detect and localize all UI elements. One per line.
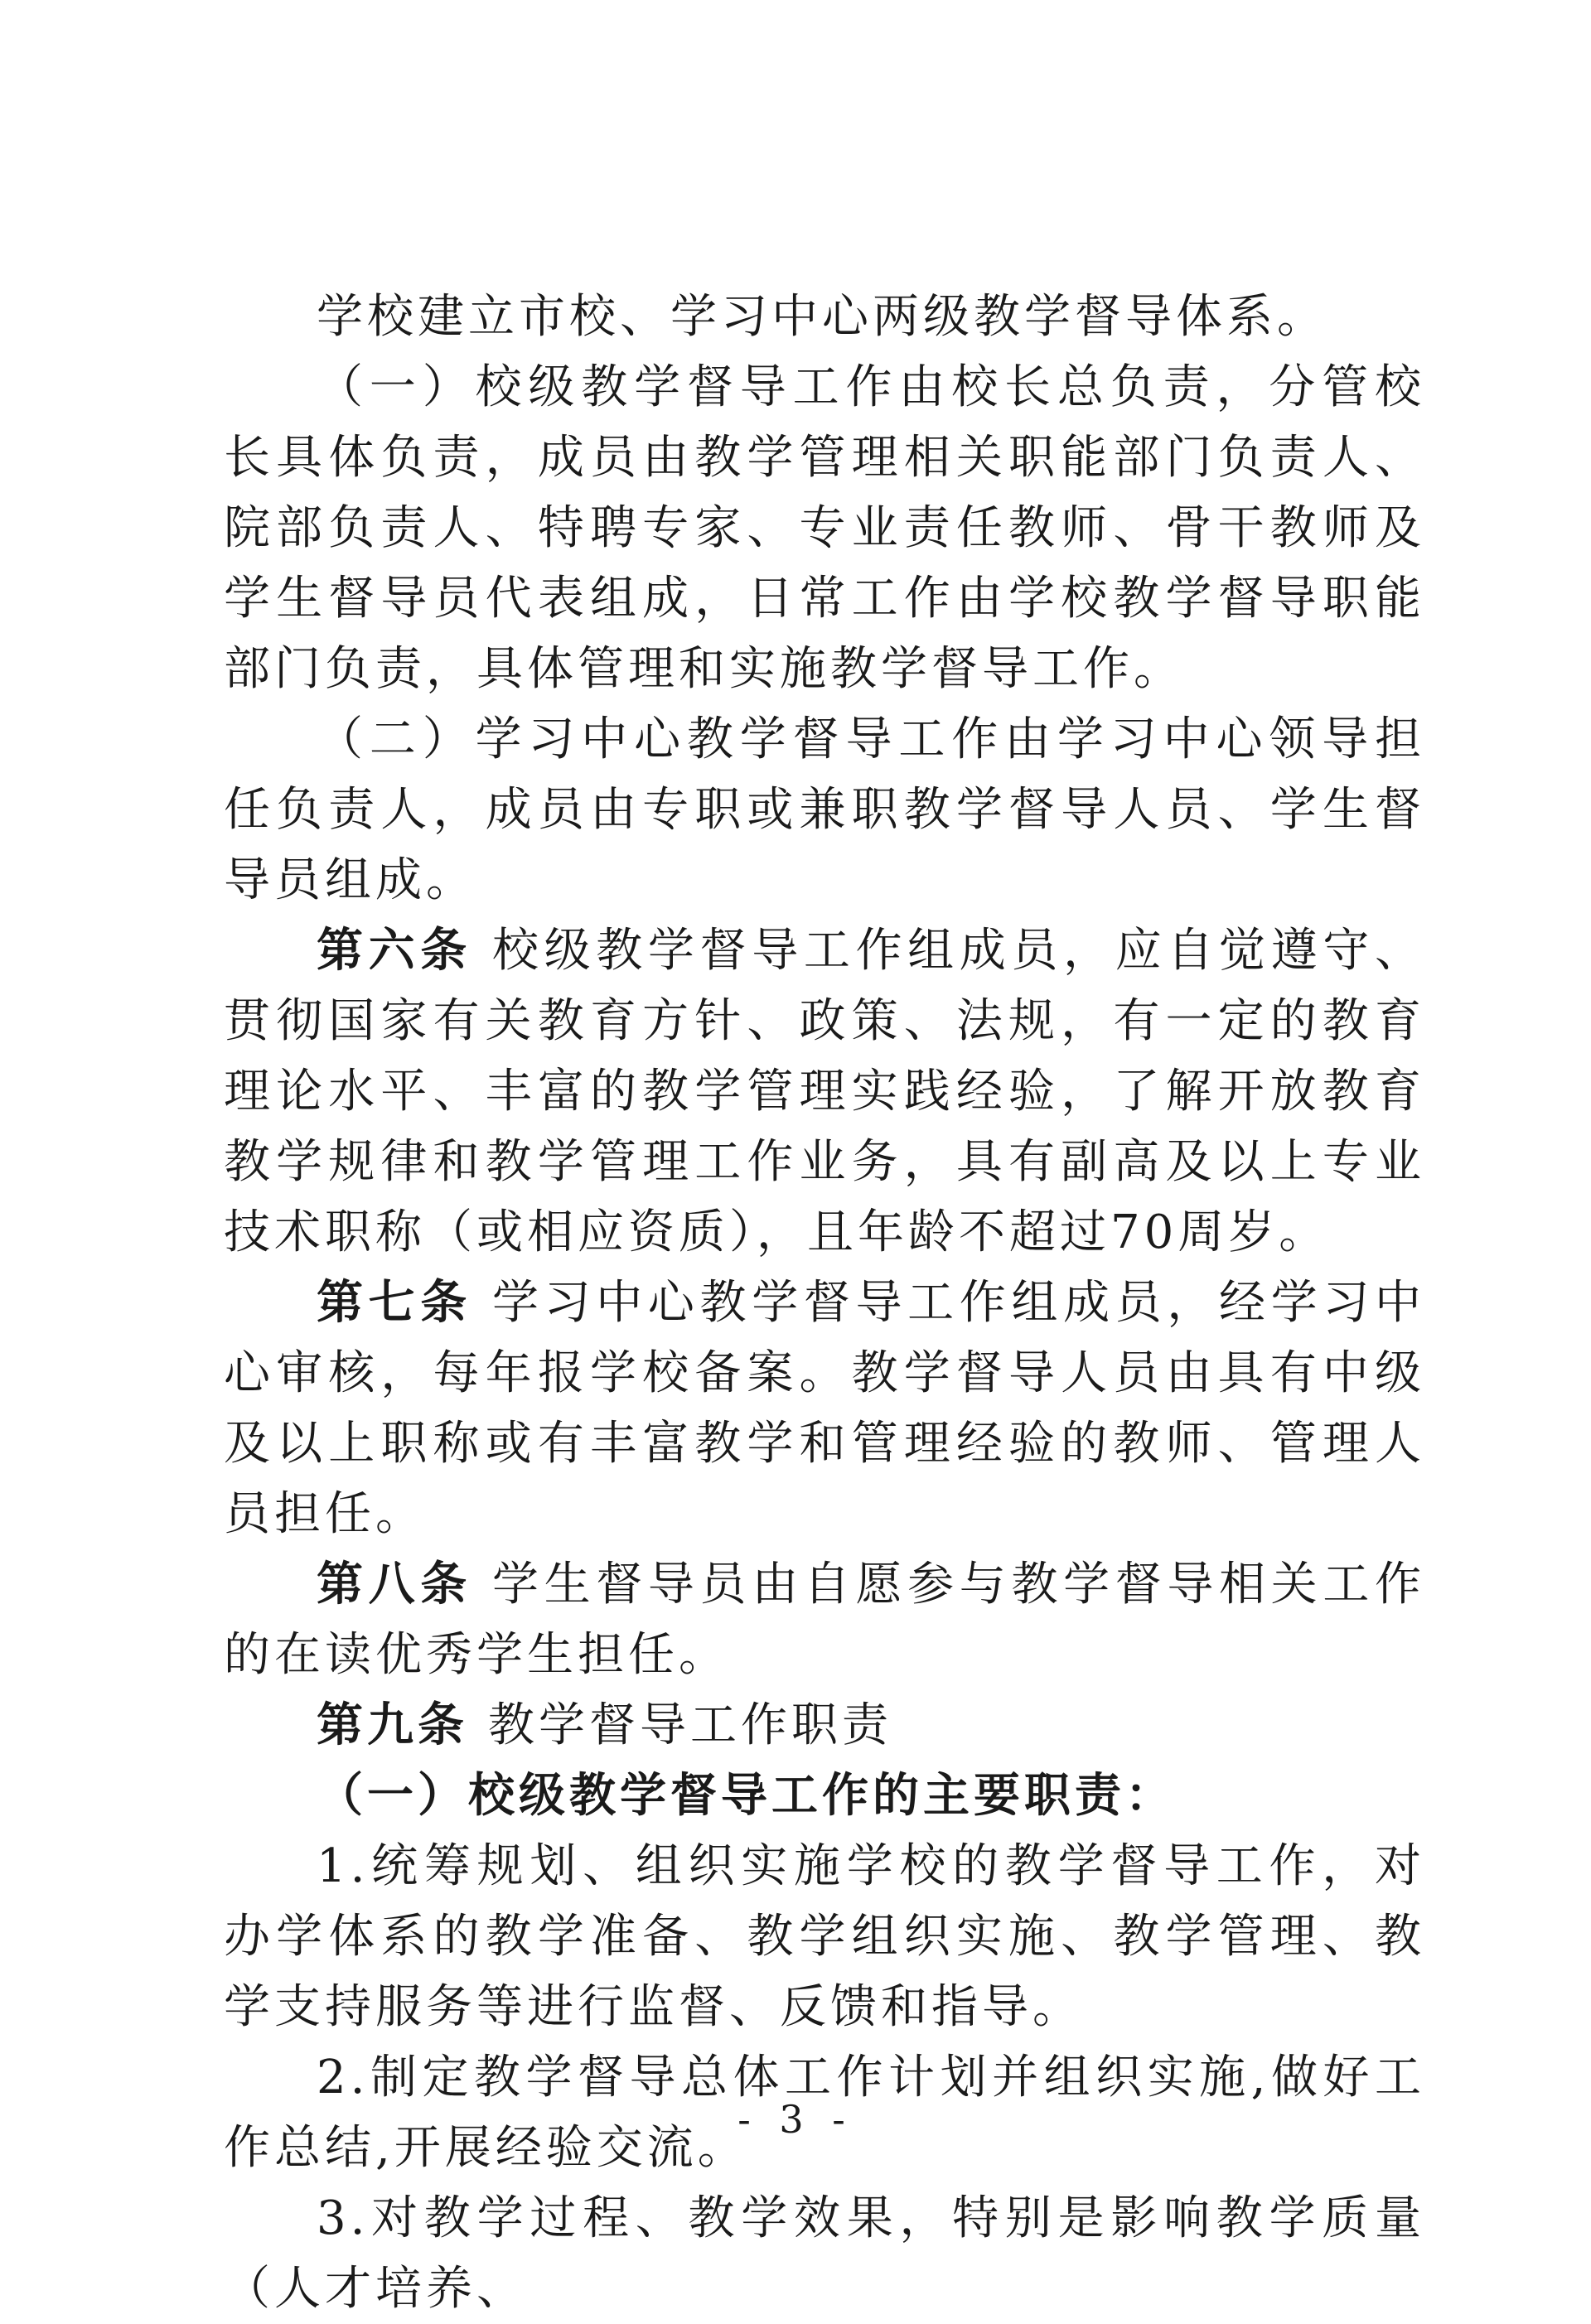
article-label: 第七条: [317, 1275, 472, 1330]
subheading-school-duties: [224, 1761, 1425, 1831]
article-seven: [224, 1268, 1425, 1549]
article-text: 学习中心教学督导工作组成员，经学习中心审核，每年报学校备案。教学督导人员由具有中级及以上职称或有丰富教学和管理经验的教师、管理人员担任。: [224, 1276, 1426, 1541]
article-label: 第九条: [317, 1698, 468, 1752]
duty-item-3: [224, 2183, 1425, 2324]
paragraph-system-intro: [224, 282, 1425, 352]
paragraph-school-level: [224, 352, 1425, 704]
paragraph-text: （二）学习中心教学督导工作由学习中心领导担任负责人，成员由专职或兼职教学督导人员、学生督导员组成。: [224, 713, 1425, 907]
duty-text: 2.制定教学督导总体工作计划并组织实施,做好工作总结,开展经验交流。: [224, 2051, 1425, 2175]
duty-text: 1.统筹规划、组织实施学校的教学督导工作，对办学体系的教学准备、教学组织实施、教学管理、教学支持服务等进行监督、反馈和指导。: [224, 1839, 1425, 2034]
article-text: 校级教学督导工作组成员，应自觉遵守、贯彻国家有关教育方针、政策、法规，有一定的教育理论水平、丰富的教学管理实践经验，了解开放教育教学规律和教学管理工作业务，具有副高及以上专业技术职称（或相应资质），且年龄不超过70周岁。: [224, 924, 1426, 1259]
duty-text: 3.对教学过程、教学效果，特别是影响教学质量（人才培养、: [224, 2191, 1425, 2316]
article-eight: [224, 1549, 1425, 1690]
subheading-text: （一）校级教学督导工作的主要职责：: [317, 1768, 1176, 1823]
document-body: [224, 282, 1425, 2324]
page-number: - 3 -: [737, 2097, 854, 2142]
paragraph-text: （一）校级教学督导工作由校长总负责，分管校长具体负责，成员由教学管理相关职能部门负责人、院部负责人、特聘专家、专业责任教师、骨干教师及学生督导员代表组成，日常工作由学校教学督导职能部门负责，具体管理和实施教学督导工作。: [224, 360, 1425, 696]
duty-item-1: [224, 1831, 1425, 2042]
paragraph-learning-center-level: [224, 704, 1425, 916]
article-six: [224, 916, 1425, 1268]
paragraph-text: 学校建立市校、学习中心两级教学督导体系。: [317, 290, 1327, 344]
article-text: 学生督导员由自愿参与教学督导相关工作的在读优秀学生担任。: [224, 1558, 1426, 1682]
article-nine: [224, 1690, 1425, 1761]
article-label: 第八条: [317, 1557, 472, 1611]
article-label: 第六条: [317, 923, 472, 978]
article-text: 教学督导工作职责: [488, 1698, 892, 1752]
